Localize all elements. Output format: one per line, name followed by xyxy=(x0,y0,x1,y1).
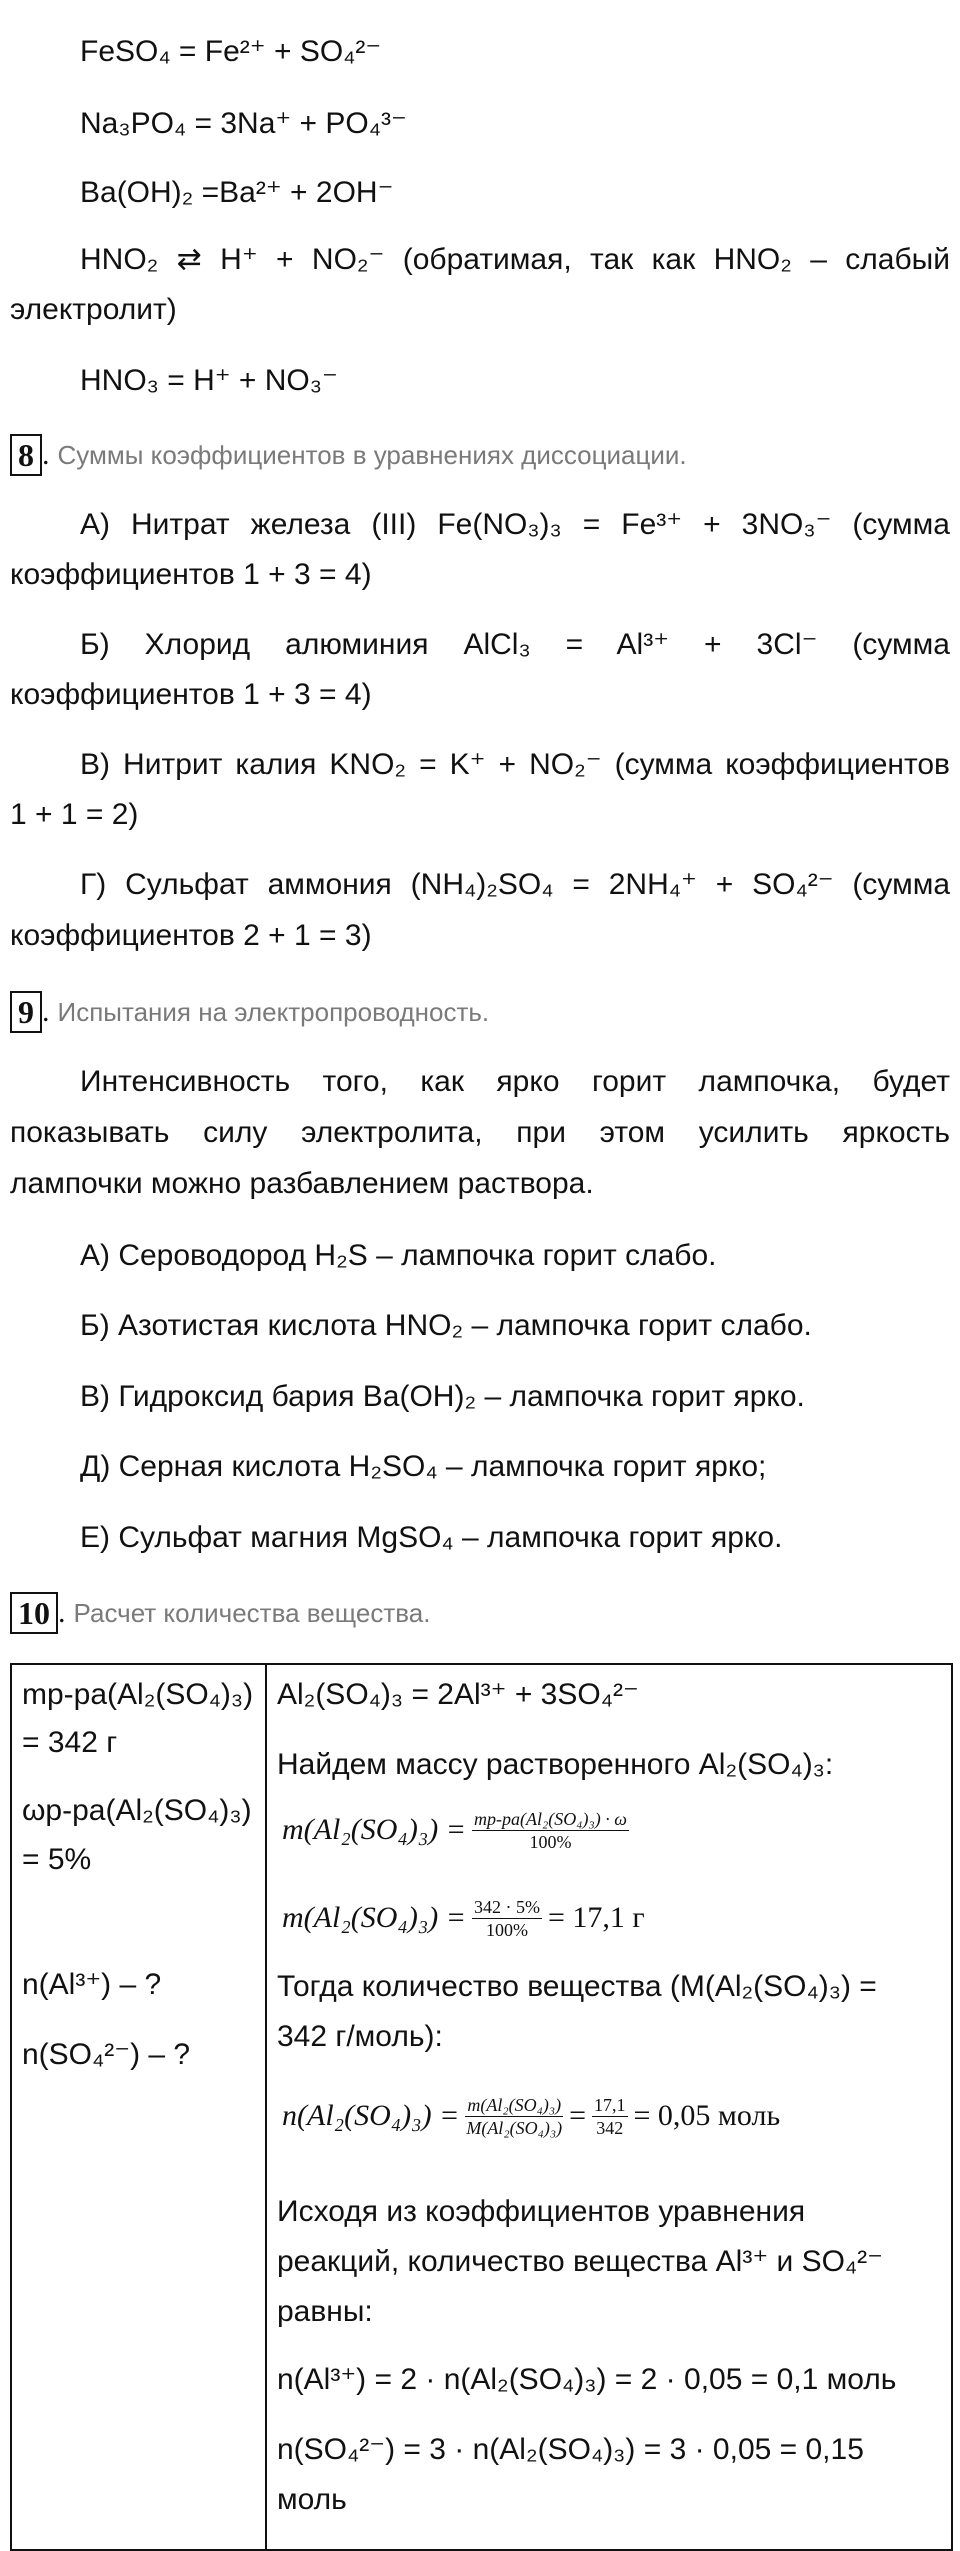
task8-item-g: Г) Сульфат аммония (NH₄)₂SO₄ = 2NH₄⁺ + SO₄²⁻ (сумма xyxy=(80,868,950,901)
find-so4: n(SO₄²⁻) – ? xyxy=(22,2038,191,2071)
task9-item-d: Д) Серная кислота H₂SO₄ – лампочка горит ярко; xyxy=(80,1450,767,1483)
given-mass: mр-ра(Al₂(SO₄)₃) xyxy=(22,1678,254,1711)
task9-item-a: А) Сероводород H₂S – лампочка горит слабо. xyxy=(80,1239,717,1272)
equation-hno2: HNO₂ ⇄ H⁺ + NO₂⁻ (обратимая, так как HNO₂ – слабый xyxy=(80,243,950,276)
result-al: n(Al³⁺) = 2 · n(Al₂(SO₄)₃) = 2 · 0,05 = 0,1 моль xyxy=(277,2363,897,2396)
given-fraction-value: = 5% xyxy=(22,1843,92,1876)
result-so4: n(SO₄²⁻) = 3 · n(Al₂(SO₄)₃) = 3 · 0,05 = 0,15 xyxy=(277,2433,864,2466)
equation-na3po4: Na₃PO₄ = 3Na⁺ + PO₄³⁻ xyxy=(80,107,407,140)
task8-item-b: Б) Хлорид алюминия AlCl₃ = Al³⁺ + 3Cl⁻ (сумма xyxy=(80,628,950,661)
coef-text-line2: реакций, количество вещества Al³⁺ и SO₄²⁻ xyxy=(277,2245,883,2278)
task9-item-e: Е) Сульфат магния MgSO₄ – лампочка горит ярко. xyxy=(80,1521,783,1554)
task8-item-a: А) Нитрат железа (III) Fe(NO₃)₃ = Fe³⁺ + 3NO₃⁻ (сумма xyxy=(80,508,950,541)
task8-item-v-cont: 1 + 1 = 2) xyxy=(10,798,139,831)
reaction-equation: Al₂(SO₄)₃ = 2Al³⁺ + 3SO₄²⁻ xyxy=(277,1678,639,1711)
task-8-header: 8 . Суммы коэффициентов в уравнениях диссоциации. xyxy=(10,433,687,477)
equation-feso4: FeSO₄ = Fe²⁺ + SO₄²⁻ xyxy=(80,35,382,68)
task9-paragraph-line2: показывать силу электролита, при этом усилить яркость xyxy=(10,1116,950,1149)
formula-mass-calc: m(Al₂(SO₄)₃) = $\frac{342 \cdot 5\%}{100\%}$ = 17,1 г xyxy=(282,1896,645,1940)
given-fraction: ωр-ра(Al₂(SO₄)₃) xyxy=(22,1794,252,1827)
task8-item-g-cont: коэффициентов 2 + 1 = 3) xyxy=(10,919,372,952)
task-number: 8 xyxy=(10,434,42,476)
task-title: Испытания на электропроводность. xyxy=(57,996,490,1027)
find-al: n(Al³⁺) – ? xyxy=(22,1968,162,2001)
then-text-line1: Тогда количество вещества (M(Al₂(SO₄)₃) = xyxy=(277,1970,877,2003)
task8-item-a-cont: коэффициентов 1 + 3 = 4) xyxy=(10,558,372,591)
find-mass-text: Найдем массу растворенного Al₂(SO₄)₃: xyxy=(277,1748,834,1781)
task8-item-v: В) Нитрит калия KNO₂ = K⁺ + NO₂⁻ (сумма коэффициентов xyxy=(80,748,950,781)
equation-baoh2: Ba(OH)₂ =Ba²⁺ + 2OH⁻ xyxy=(80,176,394,209)
task9-item-b: Б) Азотистая кислота HNO₂ – лампочка горит слабо. xyxy=(80,1309,812,1342)
equation-hno3: HNO₃ = H⁺ + NO₃⁻ xyxy=(80,364,338,397)
task-title: Суммы коэффициентов в уравнениях диссоциации. xyxy=(57,439,687,470)
given-mass-value: = 342 г xyxy=(22,1726,118,1759)
task-10-header: 10 . Расчет количества вещества. xyxy=(10,1591,430,1635)
solution-table xyxy=(10,1663,953,2551)
task-title: Расчет количества вещества. xyxy=(73,1597,431,1628)
task-9-header: 9 . Испытания на электропроводность. xyxy=(10,990,489,1034)
result-so4-unit: моль xyxy=(277,2483,347,2516)
coef-text-line3: равны: xyxy=(277,2295,373,2328)
task-number: 9 xyxy=(10,991,42,1033)
task8-item-b-cont: коэффициентов 1 + 3 = 4) xyxy=(10,678,372,711)
given-cell xyxy=(11,1664,266,2550)
task9-paragraph-line1: Интенсивность того, как ярко горит лампочка, будет xyxy=(80,1065,950,1098)
task-number: 10 xyxy=(10,1592,58,1634)
formula-amount: n(Al₂(SO₄)₃) = $\frac{\text{m(Al₂(SO₄)₃)}}{\text{M(Al₂(SO₄)₃)}}$ = $\frac{17,1}{342}$ = 0,05 моль xyxy=(282,2094,781,2138)
solution-cell xyxy=(266,1664,952,2550)
coef-text-line1: Исходя из коэффициентов уравнения xyxy=(277,2195,806,2228)
then-text-line2: 342 г/моль): xyxy=(277,2020,443,2053)
equation-hno2-continued: электролит) xyxy=(10,293,177,326)
task9-paragraph-line3: лампочки можно разбавлением раствора. xyxy=(10,1167,594,1200)
task9-item-v: В) Гидроксид бария Ba(OH)₂ – лампочка горит ярко. xyxy=(80,1380,805,1413)
formula-mass: m(Al₂(SO₄)₃) = $\frac{\text{mр-ра(Al₂(SO₄)₃) · ω}}{100\%}$ xyxy=(282,1808,627,1852)
